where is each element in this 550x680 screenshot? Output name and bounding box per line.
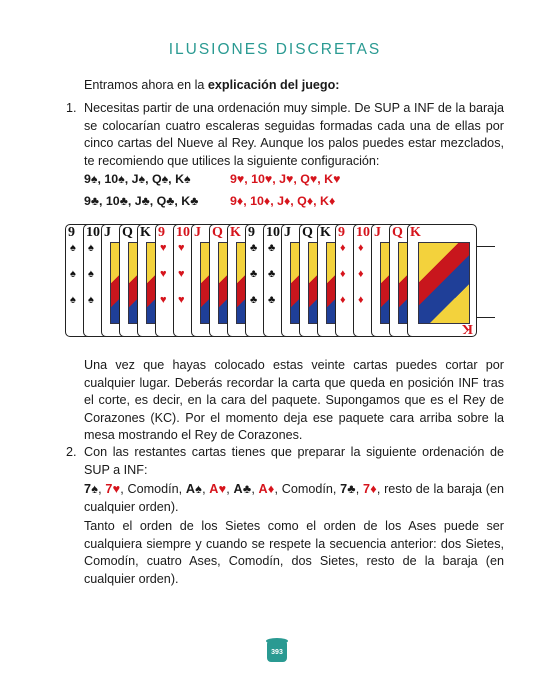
suit-pip-icon: ♥ (160, 294, 167, 306)
card-rank: 9 (248, 225, 255, 240)
suit-pip-icon: ♠ (70, 242, 76, 254)
step2-note: Tanto el orden de los Sietes como el orden de los Ases puede ser cualquiera siempre y cuando se respete la secuencia anterior: dos Sietes, Comodín, cuatro Ases, Comodín, dos Sietes, resto de la baraja (en cualquier orden). (84, 519, 504, 586)
card-rank-bottom: K (462, 321, 473, 336)
hearts-sequence: 9♥, 10♥, J♥, Q♥, K♥ (230, 172, 341, 186)
suit-pip-icon: ♦ (358, 294, 364, 306)
suit-pip-icon: ♦ (340, 268, 346, 280)
seq-7-spades: 7♠ (84, 482, 99, 496)
card-rank: K (320, 225, 331, 240)
card-rank: K (230, 225, 241, 240)
card-rank: 10 (176, 225, 190, 240)
card-rank: Q (212, 225, 223, 240)
after-cards-paragraph: Una vez que hayas colocado estas veinte cartas puedes cortar por cualquier lugar. Deberás recordar la carta que queda en posición INF tras el corte, es decir, en la cara del paquete. Supongamos que es el Rey de Corazones (KC). Por el momento deja ese paquete cara arriba sobre la mesa mostrando el Rey de Corazones. (84, 358, 504, 442)
suit-pip-icon: ♠ (88, 242, 94, 254)
seq-sep: , (251, 482, 259, 496)
suit-pip-icon: ♣ (268, 242, 276, 254)
seq-a-hearts: A♥ (209, 482, 227, 496)
suit-pip-icon: ♠ (70, 268, 76, 280)
card-rank: J (194, 225, 201, 240)
suit-pip-icon: ♠ (88, 294, 94, 306)
card-rank: J (284, 225, 291, 240)
intro-line (84, 77, 504, 95)
seq-a-spades: A♠ (185, 482, 203, 496)
seq-sep: , Comodín, (274, 482, 341, 496)
suit-pip-icon: ♣ (250, 268, 258, 280)
step2-paragraph: Con las restantes cartas tienes que preparar la siguiente ordenación de SUP a INF: (84, 445, 504, 477)
court-figure (418, 242, 470, 324)
step2-number: 2. (66, 445, 77, 459)
card-rank: J (104, 225, 111, 240)
suit-pip-icon: ♥ (178, 268, 185, 280)
suit-pip-icon: ♥ (160, 242, 167, 254)
seq-7-hearts: 7♥ (105, 482, 121, 496)
page-number-badge (264, 638, 290, 664)
card-rank: K (410, 225, 421, 240)
card-rank: J (374, 225, 381, 240)
suit-pip-icon: ♦ (358, 268, 364, 280)
step1-paragraph: Necesitas partir de una ordenación muy simple. De SUP a INF de la baraja se colocarían cuatro escaleras seguidas formadas cada una de ellas por cinco cartas del Nueve al Rey. Aunque los palos puedes estar mezclados, te recomiendo que utilices la siguiente configuración: (84, 101, 504, 168)
suit-pip-icon: ♣ (250, 294, 258, 306)
card-rank: 9 (68, 225, 75, 240)
seq-7-clubs: 7♣ (340, 482, 356, 496)
suit-pip-icon: ♦ (340, 242, 346, 254)
card-rank: 9 (158, 225, 165, 240)
step2-sequence (84, 481, 504, 516)
suit-pip-icon: ♦ (358, 242, 364, 254)
suit-pip-icon: ♥ (178, 294, 185, 306)
seq-sep: , (202, 482, 210, 496)
suit-pip-icon: ♣ (268, 294, 276, 306)
diamonds-sequence: 9♦, 10♦, J♦, Q♦, K♦ (230, 194, 336, 208)
suit-pip-icon: ♣ (268, 268, 276, 280)
intro-prefix: Entramos ahora en la (84, 78, 208, 92)
seq-sep: , Comodín, (120, 482, 186, 496)
card-rank: Q (302, 225, 313, 240)
card-rank: 10 (86, 225, 100, 240)
card-rank: Q (392, 225, 403, 240)
card-rank: 10 (266, 225, 280, 240)
suit-pip-icon: ♠ (70, 294, 76, 306)
suit-pip-icon: ♥ (160, 268, 167, 280)
suit-pip-icon: ♠ (88, 268, 94, 280)
running-header: ILUSIONES DISCRETAS (168, 41, 382, 58)
suit-pip-icon: ♣ (250, 242, 258, 254)
seq-sep: , (226, 482, 234, 496)
card-rank: 10 (356, 225, 370, 240)
spades-sequence: 9♠, 10♠, J♠, Q♠, K♠ (84, 172, 191, 186)
seq-a-diamonds: A♦ (258, 482, 275, 496)
card-rank: K (140, 225, 151, 240)
intro-bold: explicación del juego: (207, 78, 340, 92)
step1-number: 1. (66, 101, 77, 115)
seq-sep: , (355, 482, 363, 496)
seq-7-diamonds: 7♦ (363, 482, 377, 496)
page-number: 393 (267, 642, 287, 662)
clubs-sequence: 9♣, 10♣, J♣, Q♣, K♣ (84, 194, 199, 208)
card-rank: 9 (338, 225, 345, 240)
suit-pip-icon: ♦ (340, 294, 346, 306)
suit-pip-icon: ♥ (178, 242, 185, 254)
seq-tail: , resto de la baraja (en cualquier orden). (84, 482, 504, 514)
playing-card (407, 224, 477, 337)
seq-a-clubs: A♣ (233, 482, 252, 496)
card-spread (65, 224, 495, 340)
card-rank: Q (122, 225, 133, 240)
seq-sep: , (98, 482, 106, 496)
